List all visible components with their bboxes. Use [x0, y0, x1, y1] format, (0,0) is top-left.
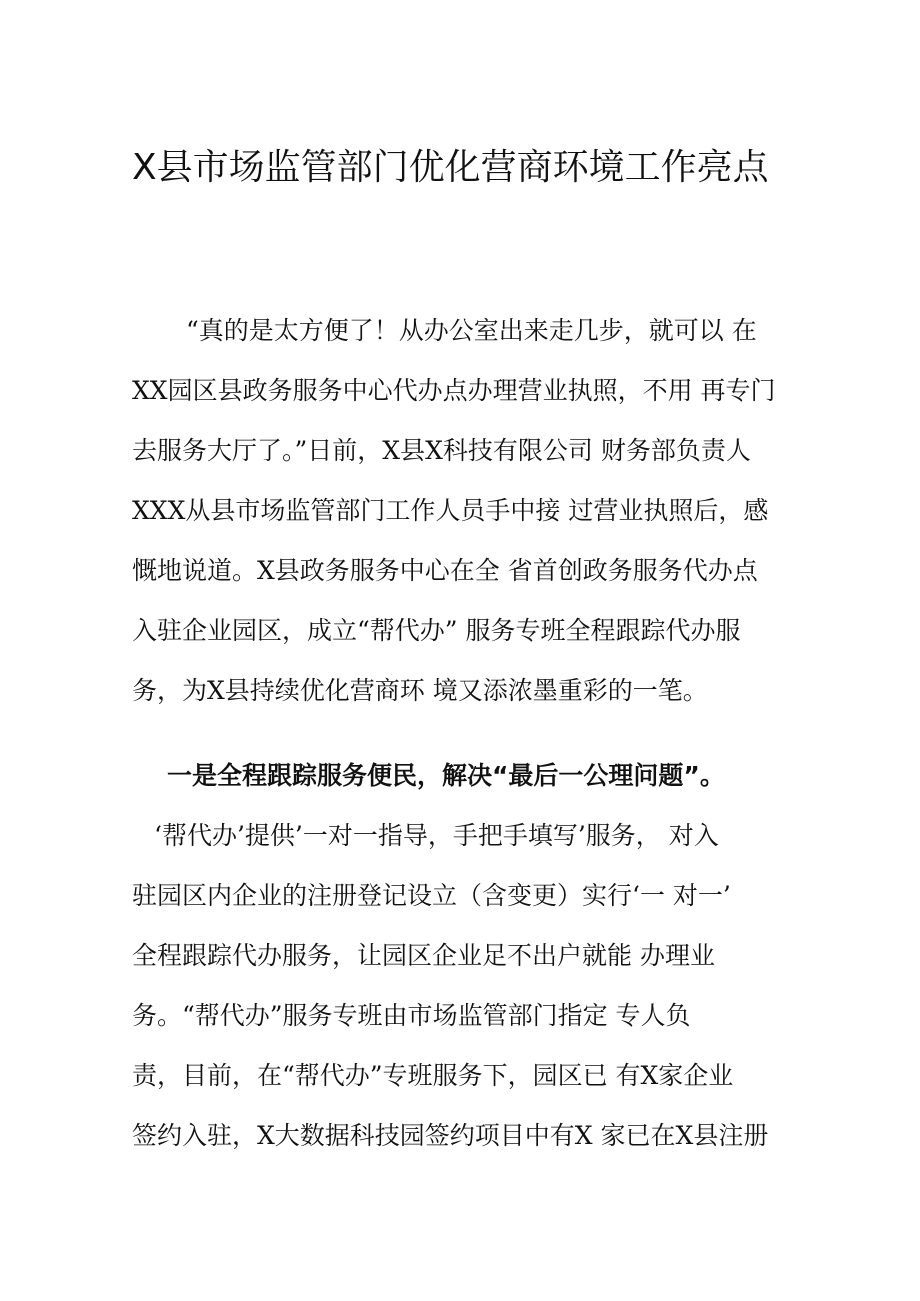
paragraph-line: ‘帮代办’提供’一对一指导，手把手填写’服务， 对入 — [154, 821, 719, 850]
paragraph-line: XXX从县市场监管部门工作人员手中接 过营业执照后，感 — [132, 496, 769, 525]
paragraph-line: 务，为X县持续优化营商环 境又添浓墨重彩的一笔。 — [132, 676, 708, 705]
paragraph-line: 去服务大厅了。”日前，X县X科技有限公司 财务部负责人 — [132, 436, 751, 465]
paragraph-line: 全程跟踪代办服务，让园区企业足不出户就能 办理业 — [132, 941, 715, 970]
paragraph-line: 务。“帮代办”服务专班由市场监管部门指定 专人负 — [132, 1001, 691, 1030]
document-title: X县市场监管部门优化营商环境工作亮点 — [132, 147, 769, 188]
paragraph-line: “真的是太方便了！从办公室出来走几步，就可以 在 — [186, 316, 757, 345]
paragraph-line: XX园区县政务服务中心代办点办理营业执照，不用 再专门 — [132, 376, 776, 405]
paragraph-line: 入驻企业园区，成立“帮代办” 服务专班全程跟踪代办服 — [132, 616, 741, 645]
section-heading: 一是全程跟踪服务便民，解决“最后一公理问题”。 — [167, 761, 725, 790]
paragraph-line: 驻园区内企业的注册登记设立（含变更）实行‘一 对一’ — [132, 881, 731, 910]
paragraph-line: 慨地说道。X县政务服务中心在全 省首创政务服务代办点 — [132, 556, 758, 585]
paragraph-line: 责，目前，在“帮代办”专班服务下，园区已 有X家企业 — [132, 1061, 734, 1090]
paragraph-line: 签约入驻，X大数据科技园签约项目中有X 家已在X县注册 — [132, 1121, 769, 1150]
